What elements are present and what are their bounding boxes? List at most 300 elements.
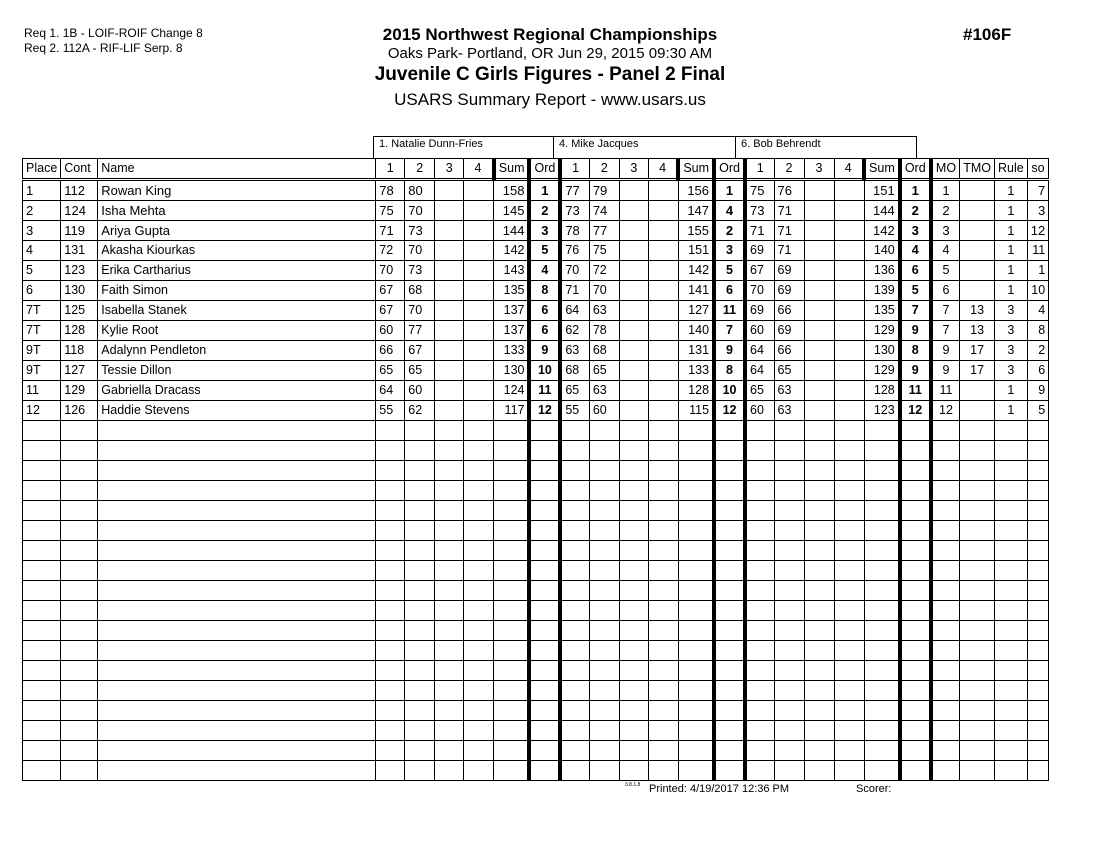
col-judge2-1: 1 [560, 159, 589, 180]
empty-cell [529, 501, 560, 521]
judge1-ordinal: 6 [529, 301, 560, 321]
so-cell: 7 [1027, 180, 1048, 201]
empty-cell [648, 601, 678, 621]
judge1-score-sum: 142 [494, 241, 530, 261]
empty-cell [804, 661, 834, 681]
empty-row [23, 461, 1049, 481]
empty-row [23, 561, 1049, 581]
empty-cell [714, 761, 745, 781]
requirement-2: Req 2. 112A - RIF-LIF Serp. 8 [24, 41, 183, 55]
judge2-score-4 [648, 341, 678, 361]
judge1-ordinal: 9 [529, 341, 560, 361]
empty-cell [931, 501, 960, 521]
empty-cell [960, 501, 995, 521]
empty-cell [560, 681, 589, 701]
judge1-score-3 [435, 221, 464, 241]
empty-cell [678, 481, 714, 501]
cont-cell: 129 [61, 381, 98, 401]
empty-cell [648, 441, 678, 461]
skater-name: Isha Mehta [98, 201, 376, 221]
empty-cell [435, 681, 464, 701]
empty-cell [648, 721, 678, 741]
empty-row [23, 581, 1049, 601]
empty-cell [98, 761, 376, 781]
empty-cell [98, 661, 376, 681]
empty-cell [494, 421, 530, 441]
empty-cell [678, 421, 714, 441]
empty-row [23, 641, 1049, 661]
cont-cell: 123 [61, 261, 98, 281]
empty-cell [864, 721, 900, 741]
judge3-score-4 [834, 180, 864, 201]
empty-cell [834, 541, 864, 561]
judge1-score-1: 65 [376, 361, 405, 381]
empty-cell [98, 701, 376, 721]
judge3-ordinal: 9 [900, 361, 931, 381]
mo-cell: 5 [931, 261, 960, 281]
judge2-score-4 [648, 241, 678, 261]
so-cell: 1 [1027, 261, 1048, 281]
judge1-score-4 [464, 281, 494, 301]
tmo-cell [960, 221, 995, 241]
col-cont: Cont [61, 159, 98, 180]
empty-cell [61, 701, 98, 721]
judge2-ordinal: 4 [714, 201, 745, 221]
empty-cell [995, 461, 1028, 481]
empty-cell [376, 481, 405, 501]
empty-cell [714, 481, 745, 501]
empty-cell [960, 701, 995, 721]
judge1-score-1: 67 [376, 281, 405, 301]
empty-cell [529, 441, 560, 461]
judge3-score-2: 71 [774, 241, 804, 261]
empty-cell [745, 481, 774, 501]
empty-cell [774, 441, 804, 461]
judge1-score-3 [435, 401, 464, 421]
empty-cell [648, 501, 678, 521]
table-row [23, 261, 1049, 281]
judge3-score-2: 66 [774, 341, 804, 361]
judge1-score-3 [435, 361, 464, 381]
empty-cell [589, 501, 619, 521]
empty-cell [745, 721, 774, 741]
empty-cell [774, 721, 804, 741]
judge2-score-2: 63 [589, 301, 619, 321]
empty-cell [900, 721, 931, 741]
empty-cell [98, 541, 376, 561]
empty-cell [995, 641, 1028, 661]
table-row [23, 381, 1049, 401]
empty-cell [648, 461, 678, 481]
empty-row [23, 601, 1049, 621]
empty-cell [560, 541, 589, 561]
judge2-score-3 [619, 401, 648, 421]
judge3-score-sum: 139 [864, 281, 900, 301]
empty-cell [834, 501, 864, 521]
col-judge1-2: 2 [405, 159, 435, 180]
empty-cell [960, 761, 995, 781]
judge2-score-3 [619, 341, 648, 361]
empty-cell [98, 561, 376, 581]
judge1-score-2: 70 [405, 301, 435, 321]
empty-cell [376, 701, 405, 721]
empty-cell [61, 461, 98, 481]
judge3-score-3 [804, 201, 834, 221]
judge3-score-1: 60 [745, 401, 774, 421]
empty-cell [804, 541, 834, 561]
empty-cell [435, 661, 464, 681]
empty-cell [619, 561, 648, 581]
judge1-score-2: 65 [405, 361, 435, 381]
judge1-ordinal: 5 [529, 241, 560, 261]
empty-cell [774, 461, 804, 481]
empty-cell [931, 461, 960, 481]
judge2-score-sum: 131 [678, 341, 714, 361]
empty-cell [834, 641, 864, 661]
cont-cell: 124 [61, 201, 98, 221]
mo-cell: 3 [931, 221, 960, 241]
col-judge3-3: 3 [804, 159, 834, 180]
judge2-ordinal: 5 [714, 261, 745, 281]
judge2-score-4 [648, 180, 678, 201]
empty-cell [714, 641, 745, 661]
empty-cell [589, 721, 619, 741]
judge2-score-2: 79 [589, 180, 619, 201]
judge3-score-4 [834, 201, 864, 221]
empty-cell [376, 761, 405, 781]
judge3-score-4 [834, 361, 864, 381]
empty-cell [589, 421, 619, 441]
empty-cell [23, 461, 61, 481]
empty-cell [405, 741, 435, 761]
judge3-score-3 [804, 361, 834, 381]
empty-cell [405, 561, 435, 581]
empty-cell [834, 561, 864, 581]
empty-cell [376, 521, 405, 541]
empty-cell [960, 461, 995, 481]
judge2-ordinal: 2 [714, 221, 745, 241]
empty-cell [678, 721, 714, 741]
so-cell: 12 [1027, 221, 1048, 241]
judge1-score-2: 80 [405, 180, 435, 201]
judge3-score-1: 73 [745, 201, 774, 221]
empty-cell [714, 441, 745, 461]
empty-cell [1027, 461, 1048, 481]
empty-cell [900, 481, 931, 501]
empty-cell [1027, 541, 1048, 561]
empty-cell [560, 481, 589, 501]
judge3-score-sum: 135 [864, 301, 900, 321]
judge2-score-3 [619, 221, 648, 241]
empty-cell [774, 421, 804, 441]
col-judge2-2: 2 [589, 159, 619, 180]
empty-cell [494, 501, 530, 521]
empty-cell [61, 681, 98, 701]
empty-cell [678, 641, 714, 661]
empty-cell [900, 681, 931, 701]
empty-cell [774, 581, 804, 601]
empty-cell [560, 501, 589, 521]
empty-cell [405, 581, 435, 601]
empty-cell [494, 701, 530, 721]
judge1-score-3 [435, 381, 464, 401]
mo-cell: 4 [931, 241, 960, 261]
judge3-score-1: 69 [745, 301, 774, 321]
empty-cell [619, 441, 648, 461]
empty-cell [745, 581, 774, 601]
empty-cell [745, 601, 774, 621]
empty-cell [23, 541, 61, 561]
empty-cell [960, 541, 995, 561]
empty-cell [464, 701, 494, 721]
judge1-score-1: 67 [376, 301, 405, 321]
empty-cell [834, 681, 864, 701]
judge-header-3 [735, 136, 917, 158]
empty-cell [435, 641, 464, 661]
judge3-score-2: 69 [774, 321, 804, 341]
empty-cell [900, 761, 931, 781]
empty-cell [864, 481, 900, 501]
judge2-ordinal: 12 [714, 401, 745, 421]
empty-cell [23, 701, 61, 721]
empty-cell [804, 761, 834, 781]
judge2-score-sum: 115 [678, 401, 714, 421]
empty-cell [98, 581, 376, 601]
judge2-ordinal: 1 [714, 180, 745, 201]
col-judge3-1: 1 [745, 159, 774, 180]
cont-cell: 125 [61, 301, 98, 321]
judge2-score-3 [619, 361, 648, 381]
empty-cell [678, 681, 714, 701]
empty-cell [745, 701, 774, 721]
empty-cell [435, 421, 464, 441]
empty-cell [931, 741, 960, 761]
judge1-score-sum: 145 [494, 201, 530, 221]
empty-row [23, 521, 1049, 541]
empty-cell [61, 621, 98, 641]
judge1-score-sum: 137 [494, 321, 530, 341]
empty-cell [464, 461, 494, 481]
empty-cell [745, 421, 774, 441]
judge1-score-sum: 117 [494, 401, 530, 421]
empty-cell [435, 721, 464, 741]
empty-cell [714, 681, 745, 701]
rule-cell: 1 [995, 180, 1028, 201]
requirement-1: Req 1. 1B - LOIF-ROIF Change 8 [24, 26, 203, 40]
empty-cell [376, 561, 405, 581]
empty-cell [23, 481, 61, 501]
place-cell: 9T [23, 361, 61, 381]
judge1-score-4 [464, 321, 494, 341]
empty-cell [560, 641, 589, 661]
tmo-cell [960, 261, 995, 281]
empty-cell [678, 461, 714, 481]
judge2-score-2: 70 [589, 281, 619, 301]
empty-cell [560, 761, 589, 781]
judge2-score-3 [619, 381, 648, 401]
mo-cell: 11 [931, 381, 960, 401]
judge1-score-3 [435, 261, 464, 281]
judge3-score-3 [804, 180, 834, 201]
empty-cell [405, 701, 435, 721]
empty-cell [864, 741, 900, 761]
empty-cell [745, 441, 774, 461]
empty-cell [774, 481, 804, 501]
empty-cell [464, 621, 494, 641]
cont-cell: 118 [61, 341, 98, 361]
empty-cell [960, 581, 995, 601]
empty-row [23, 481, 1049, 501]
rule-cell: 1 [995, 241, 1028, 261]
empty-cell [464, 421, 494, 441]
empty-cell [745, 661, 774, 681]
empty-cell [376, 421, 405, 441]
empty-cell [23, 441, 61, 461]
empty-cell [619, 421, 648, 441]
empty-cell [23, 581, 61, 601]
empty-cell [98, 601, 376, 621]
judge3-ordinal: 2 [900, 201, 931, 221]
empty-cell [494, 761, 530, 781]
empty-cell [995, 741, 1028, 761]
judge1-score-4 [464, 221, 494, 241]
empty-cell [560, 661, 589, 681]
empty-cell [995, 761, 1028, 781]
judge3-score-sum: 136 [864, 261, 900, 281]
empty-cell [864, 541, 900, 561]
empty-cell [774, 681, 804, 701]
empty-cell [745, 741, 774, 761]
table-row [23, 341, 1049, 361]
empty-cell [435, 481, 464, 501]
empty-cell [960, 721, 995, 741]
tmo-cell: 13 [960, 301, 995, 321]
empty-cell [864, 621, 900, 641]
empty-cell [648, 581, 678, 601]
skater-name: Isabella Stanek [98, 301, 376, 321]
empty-cell [714, 621, 745, 641]
so-cell: 4 [1027, 301, 1048, 321]
col-judge3-ord: Ord [900, 159, 931, 180]
cont-cell: 130 [61, 281, 98, 301]
judge2-score-1: 77 [560, 180, 589, 201]
empty-cell [678, 541, 714, 561]
table-row [23, 281, 1049, 301]
judge3-score-sum: 129 [864, 361, 900, 381]
empty-cell [931, 521, 960, 541]
judge1-score-4 [464, 361, 494, 381]
empty-cell [405, 441, 435, 461]
empty-cell [435, 441, 464, 461]
empty-cell [98, 621, 376, 641]
judge3-score-sum: 142 [864, 221, 900, 241]
empty-cell [560, 621, 589, 641]
empty-cell [774, 641, 804, 661]
empty-cell [804, 721, 834, 741]
mo-cell: 7 [931, 301, 960, 321]
place-cell: 12 [23, 401, 61, 421]
empty-cell [435, 461, 464, 481]
empty-cell [864, 521, 900, 541]
judge-name: 1. Natalie Dunn-Fries [379, 138, 483, 150]
col-judge2-ord: Ord [714, 159, 745, 180]
empty-cell [61, 661, 98, 681]
empty-cell [529, 701, 560, 721]
empty-cell [648, 521, 678, 541]
empty-cell [834, 441, 864, 461]
empty-cell [98, 501, 376, 521]
empty-cell [529, 481, 560, 501]
empty-cell [774, 561, 804, 581]
empty-cell [376, 721, 405, 741]
empty-cell [900, 661, 931, 681]
empty-cell [678, 601, 714, 621]
mo-cell: 12 [931, 401, 960, 421]
table-row [23, 321, 1049, 341]
judge1-score-sum: 143 [494, 261, 530, 281]
empty-cell [714, 541, 745, 561]
judge-name: 6. Bob Behrendt [741, 138, 821, 150]
judge1-score-4 [464, 180, 494, 201]
judge3-score-2: 69 [774, 281, 804, 301]
empty-cell [560, 561, 589, 581]
empty-cell [464, 481, 494, 501]
empty-cell [804, 521, 834, 541]
judge1-score-1: 70 [376, 261, 405, 281]
judge2-score-1: 62 [560, 321, 589, 341]
empty-cell [589, 461, 619, 481]
rule-cell: 1 [995, 281, 1028, 301]
empty-cell [435, 541, 464, 561]
judge2-score-2: 60 [589, 401, 619, 421]
empty-cell [61, 721, 98, 741]
empty-cell [464, 601, 494, 621]
empty-cell [931, 441, 960, 461]
empty-cell [494, 441, 530, 461]
empty-cell [405, 481, 435, 501]
judge2-score-2: 74 [589, 201, 619, 221]
judge2-score-2: 72 [589, 261, 619, 281]
tmo-cell [960, 201, 995, 221]
skater-name: Haddie Stevens [98, 401, 376, 421]
so-cell: 6 [1027, 361, 1048, 381]
judge3-score-2: 63 [774, 381, 804, 401]
empty-cell [900, 441, 931, 461]
judge3-score-2: 76 [774, 180, 804, 201]
judge3-score-2: 66 [774, 301, 804, 321]
judge1-score-sum: 133 [494, 341, 530, 361]
empty-cell [648, 741, 678, 761]
empty-cell [931, 621, 960, 641]
judge3-score-sum: 123 [864, 401, 900, 421]
empty-cell [61, 481, 98, 501]
judge1-ordinal: 1 [529, 180, 560, 201]
empty-row [23, 621, 1049, 641]
empty-cell [931, 541, 960, 561]
judge2-score-1: 55 [560, 401, 589, 421]
empty-cell [1027, 741, 1048, 761]
mo-cell: 2 [931, 201, 960, 221]
judge2-score-4 [648, 301, 678, 321]
empty-cell [960, 441, 995, 461]
empty-cell [376, 441, 405, 461]
empty-cell [745, 461, 774, 481]
judge3-score-sum: 130 [864, 341, 900, 361]
empty-cell [678, 441, 714, 461]
judge2-score-2: 77 [589, 221, 619, 241]
empty-cell [619, 681, 648, 701]
empty-cell [745, 501, 774, 521]
